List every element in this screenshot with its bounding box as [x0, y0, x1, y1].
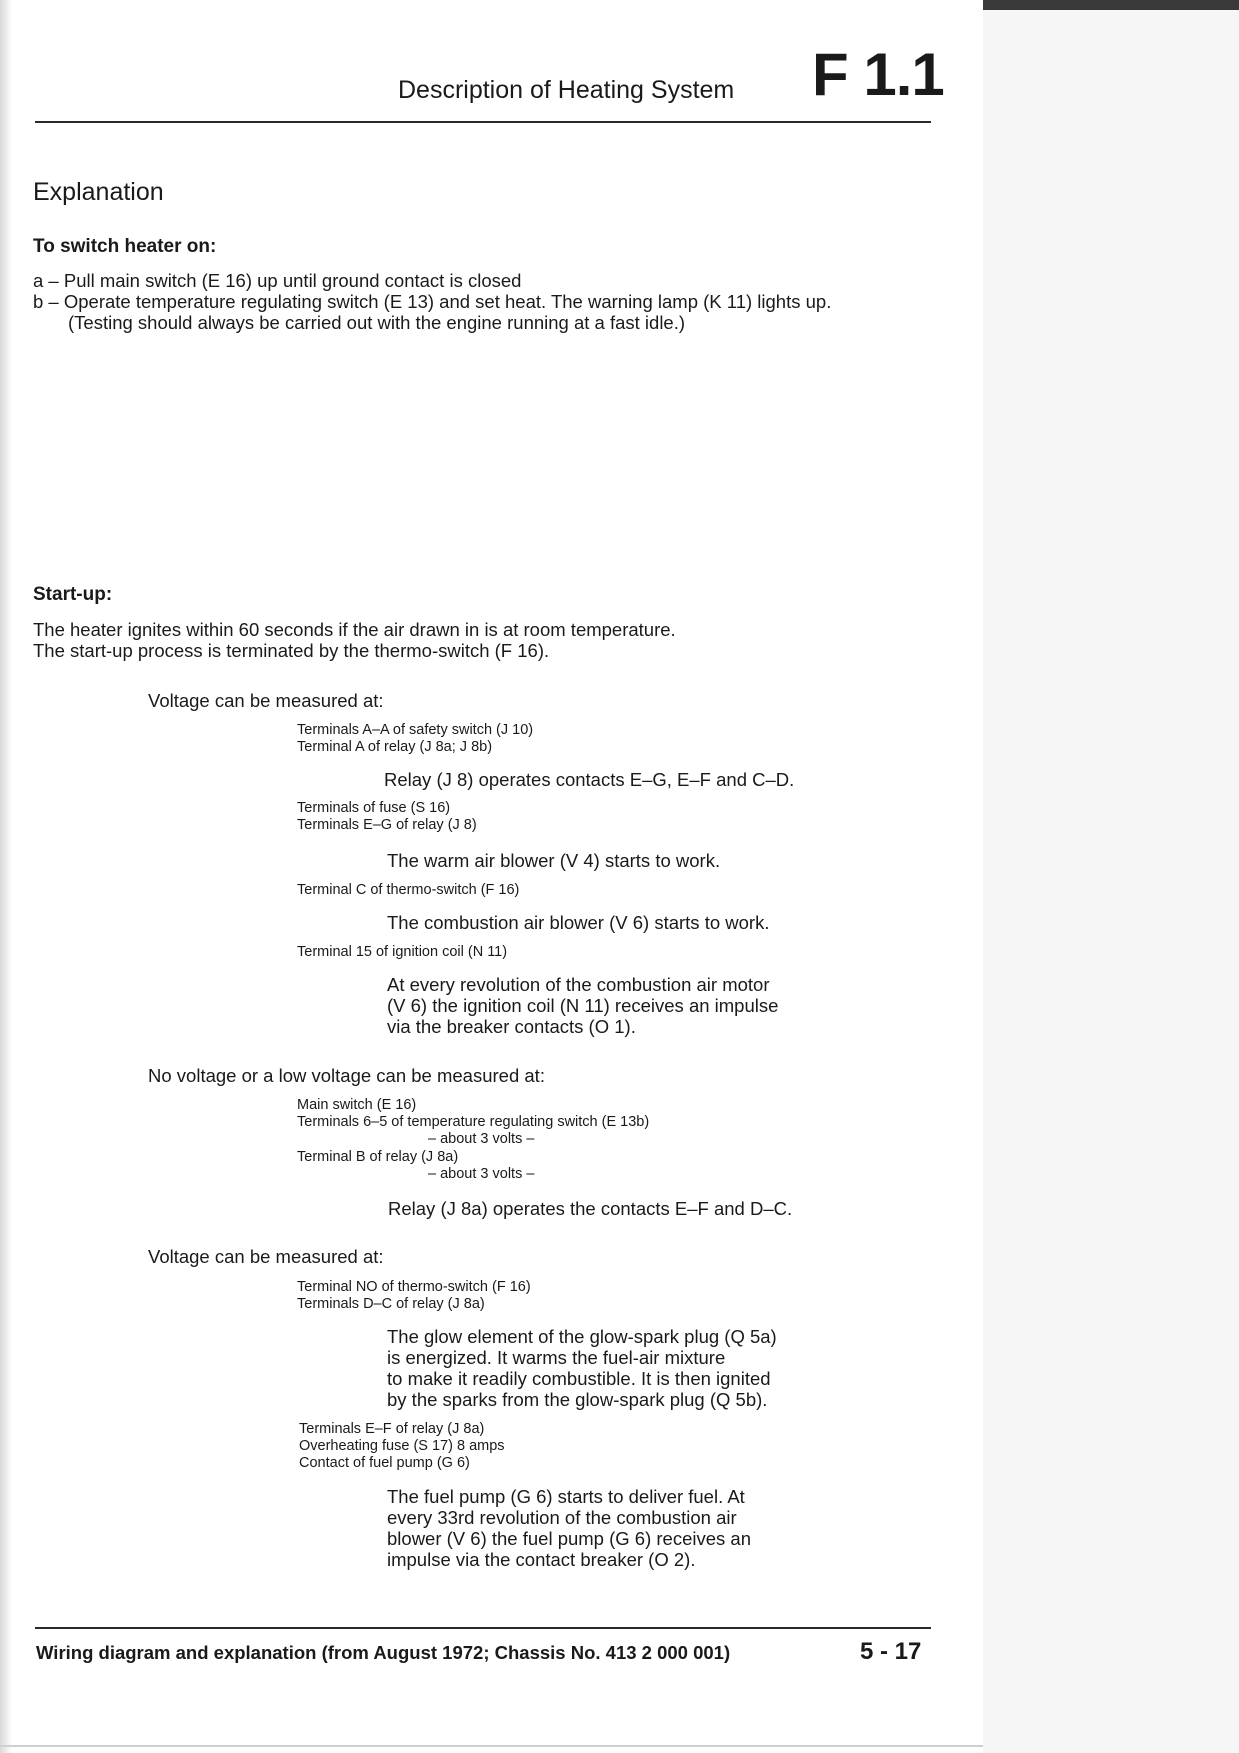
footer-rule — [35, 1627, 931, 1629]
page-number: 5 - 17 — [860, 1638, 922, 1665]
result-text: The warm air blower (V 4) starts to work. — [387, 850, 721, 871]
terminal-line: Terminals of fuse (S 16) — [297, 800, 451, 816]
result-text: The combustion air blower (V 6) starts to work. — [387, 912, 770, 933]
startup-line-1: The heater ignites within 60 seconds if the air drawn in is at room temperature. — [33, 619, 676, 640]
terminal-line: Terminal 15 of ignition coil (N 11) — [297, 944, 508, 960]
result-text: blower (V 6) the fuel pump (G 6) receives an — [387, 1528, 751, 1549]
result-text: to make it readily combustible. It is then ignited — [387, 1368, 771, 1389]
result-text: (V 6) the ignition coil (N 11) receives an impulse — [387, 995, 779, 1016]
switch-on-step-a: a – Pull main switch (E 16) up until ground contact is closed — [33, 270, 522, 291]
scan-bottom-edge — [0, 1745, 983, 1747]
terminal-line: Terminal B of relay (J 8a) — [297, 1149, 459, 1165]
voltage-heading-1: Voltage can be measured at: — [148, 690, 384, 711]
novoltage-heading: No voltage or a low voltage can be measured at: — [148, 1065, 545, 1086]
terminal-line: Terminals 6–5 of temperature regulating switch (E 13b) — [297, 1114, 650, 1130]
switch-on-heading: To switch heater on: — [33, 236, 217, 257]
result-text: Relay (J 8a) operates the contacts E–F and D–C. — [388, 1198, 793, 1219]
terminal-line: Terminals A–A of safety switch (J 10) — [297, 722, 534, 738]
result-text: The fuel pump (G 6) starts to deliver fuel. At — [387, 1486, 745, 1507]
page-edge-shadow — [0, 0, 12, 1753]
result-text: every 33rd revolution of the combustion air — [387, 1507, 737, 1528]
terminal-line: Terminal A of relay (J 8a; J 8b) — [297, 739, 493, 755]
switch-on-step-b: b – Operate temperature regulating switch (E 13) and set heat. The warning lamp (K 11) lights up. — [33, 291, 832, 312]
result-text: The glow element of the glow-spark plug (Q 5a) — [387, 1326, 777, 1347]
terminal-line: Terminal C of thermo-switch (F 16) — [297, 882, 520, 898]
switch-on-note: (Testing should always be carried out with the engine running at a fast idle.) — [68, 312, 686, 333]
result-text: is energized. It warms the fuel-air mixture — [387, 1347, 726, 1368]
result-text: Relay (J 8) operates contacts E–G, E–F and C–D. — [384, 769, 795, 790]
result-text: via the breaker contacts (O 1). — [387, 1016, 636, 1037]
section-heading: Explanation — [33, 178, 164, 206]
voltage-heading-2: Voltage can be measured at: — [148, 1246, 384, 1267]
terminal-line: Contact of fuel pump (G 6) — [299, 1455, 470, 1471]
scan-top-edge — [983, 0, 1239, 10]
startup-heading: Start-up: — [33, 584, 113, 605]
scan-right-margin — [983, 0, 1239, 1753]
terminal-line: Main switch (E 16) — [297, 1097, 417, 1113]
terminal-line: Terminals E–G of relay (J 8) — [297, 817, 477, 833]
result-text: impulse via the contact breaker (O 2). — [387, 1549, 696, 1570]
terminal-line: Terminals E–F of relay (J 8a) — [299, 1421, 485, 1437]
page-title: Description of Heating System — [398, 76, 735, 104]
startup-line-2: The start-up process is terminated by the thermo-switch (F 16). — [33, 640, 550, 661]
result-text: At every revolution of the combustion air motor — [387, 974, 770, 995]
voltage-note: – about 3 volts – — [428, 1131, 535, 1147]
voltage-note: – about 3 volts – — [428, 1166, 535, 1182]
section-code: F 1.1 — [812, 41, 944, 108]
result-text: by the sparks from the glow-spark plug (Q 5b). — [387, 1389, 768, 1410]
terminal-line: Terminal NO of thermo-switch (F 16) — [297, 1279, 531, 1295]
terminal-line: Overheating fuse (S 17) 8 amps — [299, 1438, 505, 1454]
terminal-line: Terminals D–C of relay (J 8a) — [297, 1296, 485, 1312]
header-rule — [35, 121, 931, 123]
footer-text: Wiring diagram and explanation (from August 1972; Chassis No. 413 2 000 001) — [36, 1642, 731, 1663]
